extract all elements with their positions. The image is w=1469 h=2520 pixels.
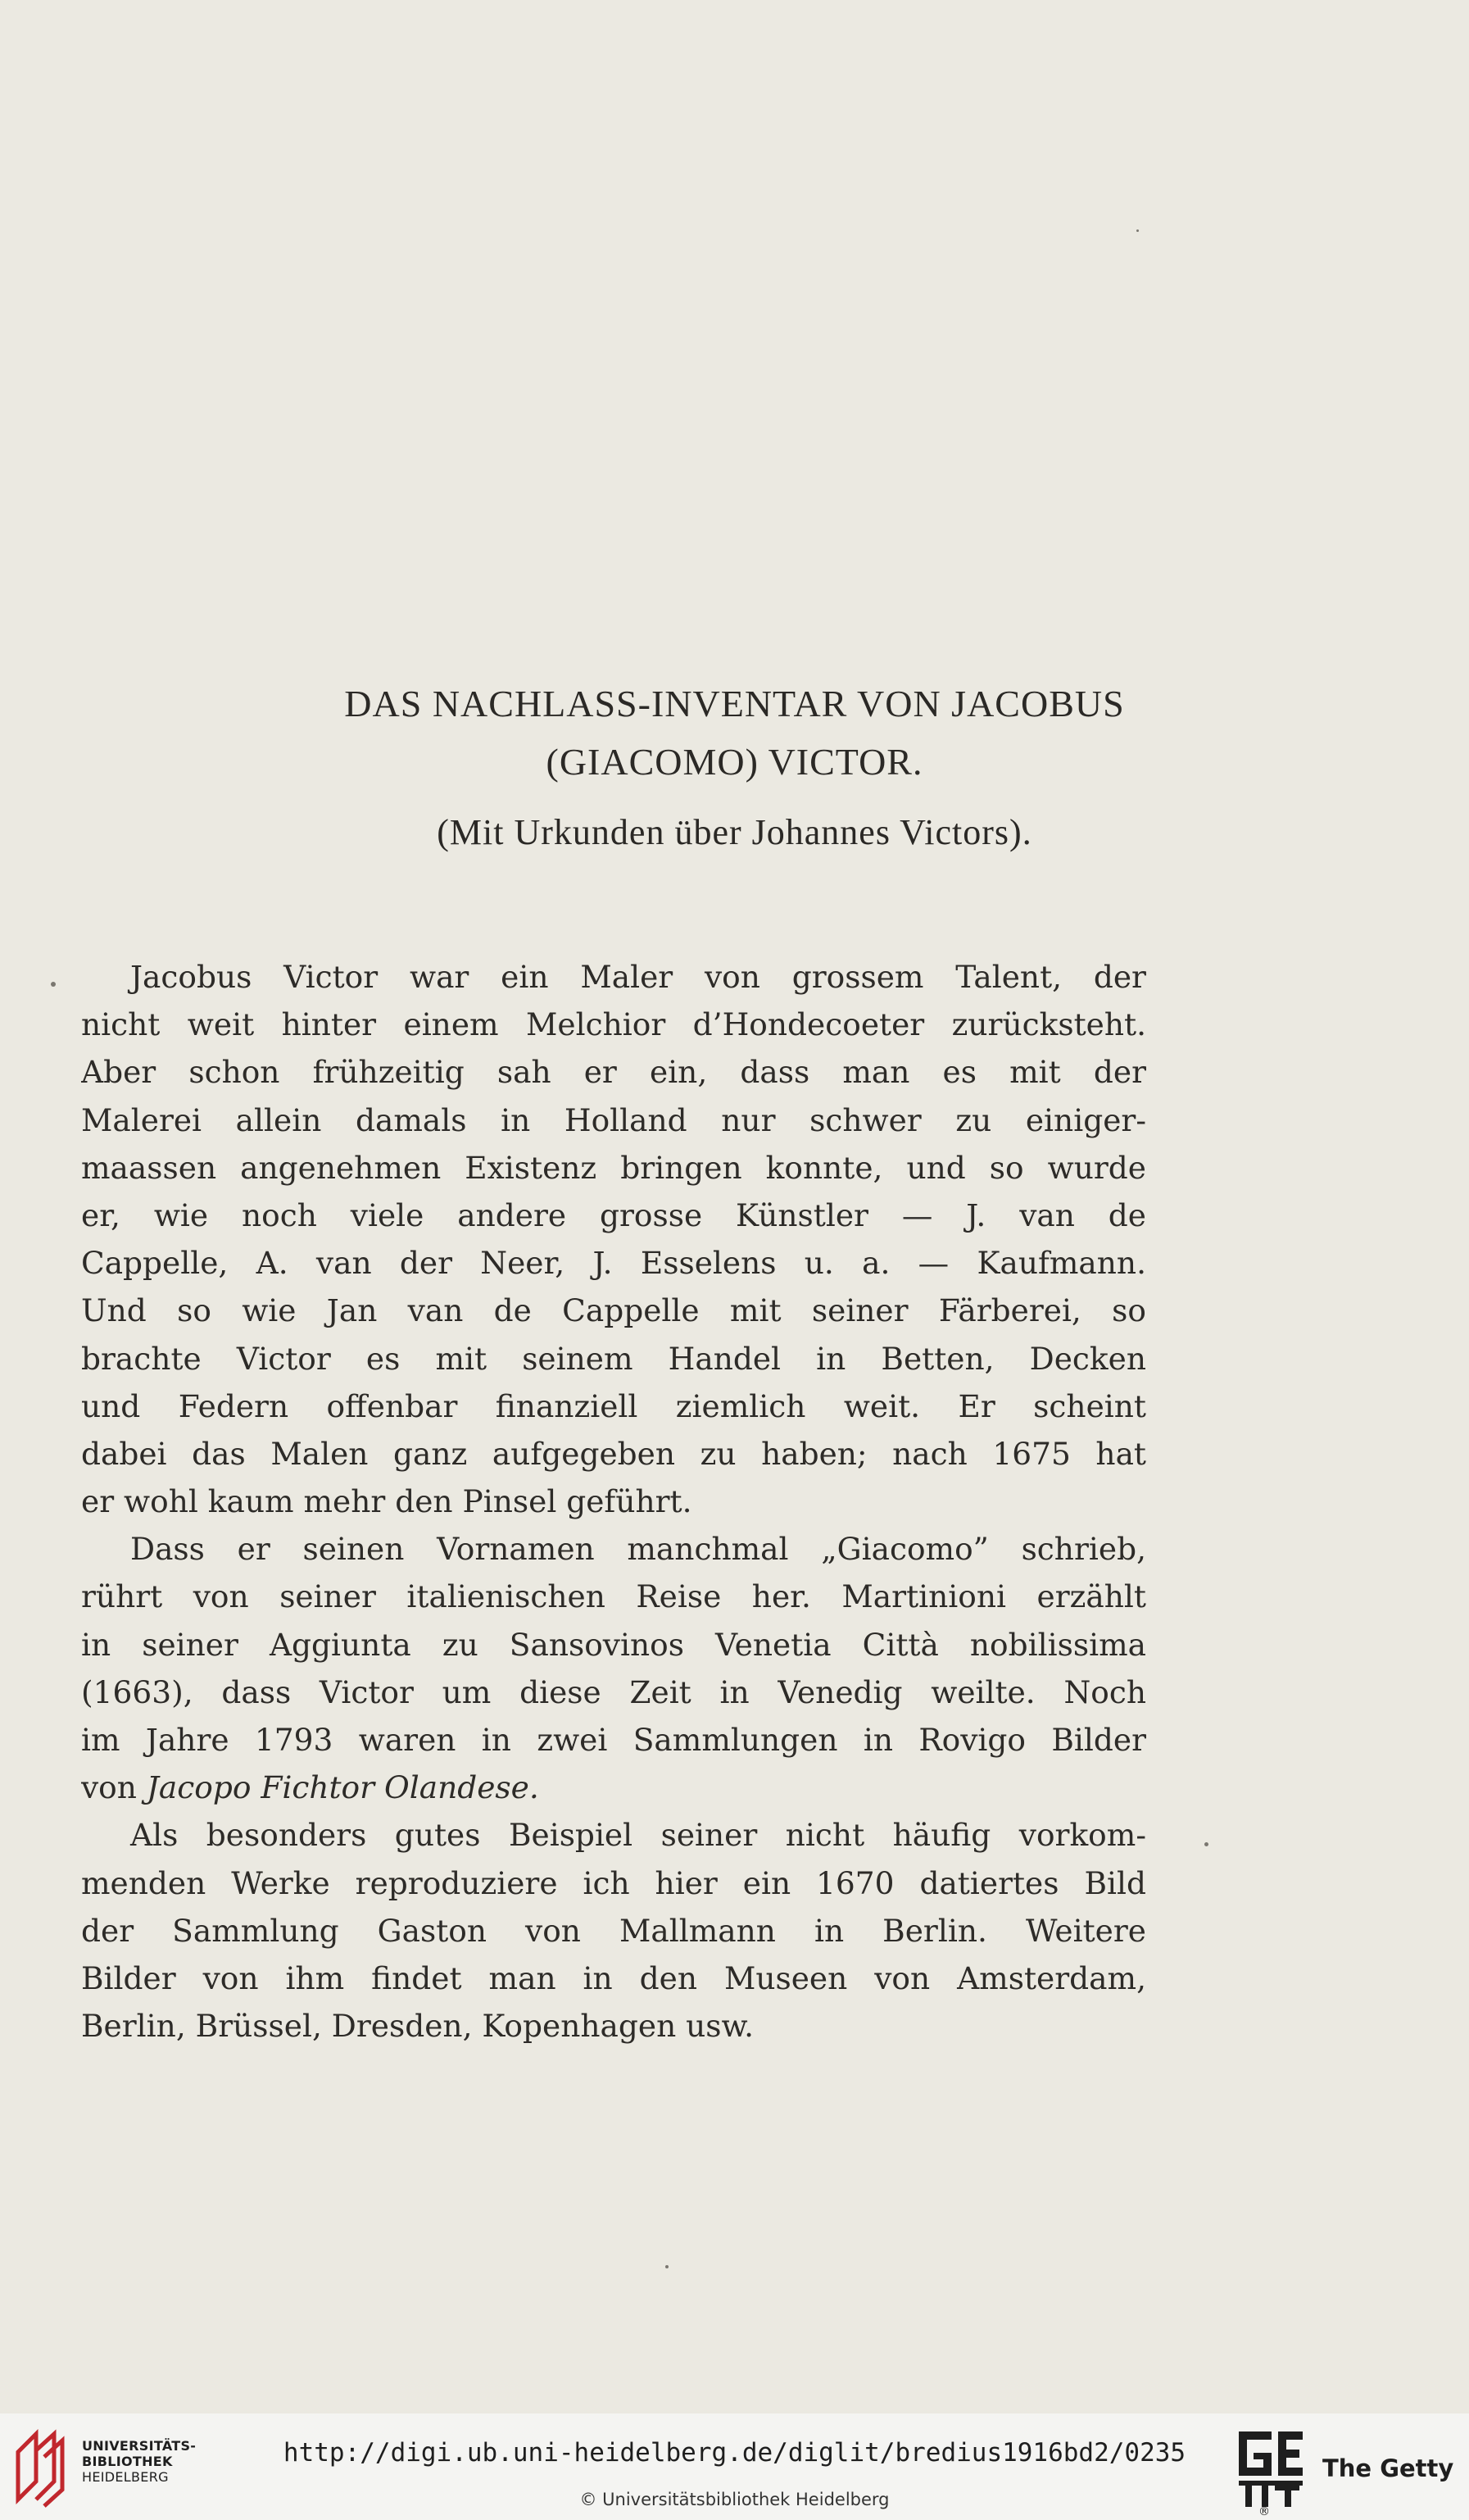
- registered-mark: ®: [1258, 2505, 1270, 2518]
- library-name-line: HEIDELBERG: [82, 2469, 169, 2485]
- text-line: maassen angenehmen Existenz bringen konnte, und so wurde: [81, 1149, 1146, 1186]
- text-line: im Jahre 1793 waren in zwei Sammlungen in Rovigo Bilder: [81, 1722, 1146, 1758]
- library-name-line: UNIVERSITÄTS-: [82, 2438, 197, 2454]
- getty-name: The Getty: [1322, 2454, 1454, 2482]
- text-line: Bilder von ihm findet man in den Museen von Amsterdam,: [81, 1959, 1146, 1996]
- text-line: und Federn offenbar finanziell ziemlich weit. Er scheint: [81, 1387, 1146, 1424]
- source-url-link[interactable]: http://digi.ub.uni-heidelberg.de/diglit/bredius1916bd2/0235: [283, 2438, 1186, 2468]
- text-line: Cappelle, A. van der Neer, J. Esselens u. a. — Kaufmann.: [81, 1245, 1146, 1282]
- body-text: [81, 953, 1146, 2050]
- copyright-notice: © Universitätsbibliothek Heidelberg: [579, 2490, 890, 2509]
- text-line: der Sammlung Gaston von Mallmann in Berlin. Weitere: [81, 1912, 1146, 1949]
- text-line: dabei das Malen ganz aufgegeben zu haben; nach 1675 hat: [81, 1435, 1146, 1472]
- document-title-line-2: (GIACOMO) VICTOR.: [546, 741, 923, 783]
- text-line: nicht weit hinter einem Melchior d’Hondecoeter zurücksteht.: [81, 1006, 1146, 1043]
- text-line-prefix: von: [81, 1769, 147, 1806]
- paper-speck: [1136, 229, 1139, 232]
- text-line: Aber schon frühzeitig sah er ein, dass man es mit der: [81, 1054, 1146, 1091]
- text-line: Als besonders gutes Beispiel seiner nicht häufig vorkom-: [130, 1817, 1146, 1854]
- text-line: Malerei allein damals in Holland nur schwer zu einiger-: [81, 1101, 1146, 1138]
- italic-citation: Jacopo Fichtor Olandese.: [146, 1769, 539, 1806]
- paper-speck: [1204, 1842, 1208, 1846]
- text-line: brachte Victor es mit seinem Handel in Betten, Decken: [81, 1340, 1146, 1377]
- text-line: Jacobus Victor war ein Maler von grossem Talent, der: [130, 959, 1146, 995]
- text-line: (1663), dass Victor um diese Zeit in Venedig weilte. Noch: [81, 1673, 1146, 1710]
- library-name-line: BIBLIOTHEK: [82, 2454, 173, 2469]
- paper-speck: [51, 982, 56, 987]
- text-line: menden Werke reproduziere ich hier ein 1670 datiertes Bild: [81, 1864, 1146, 1901]
- document-subtitle: (Mit Urkunden über Johannes Victors).: [437, 812, 1032, 852]
- text-line: in seiner Aggiunta zu Sansovinos Venetia Città nobilissima: [81, 1626, 1146, 1663]
- paper-speck: [665, 2265, 669, 2268]
- text-line: Dass er seinen Vornamen manchmal „Giacomo” schrieb,: [130, 1531, 1146, 1568]
- getty-logo-icon: [1237, 2430, 1304, 2512]
- text-line: rührt von seiner italienischen Reise her. Martinioni erzählt: [81, 1578, 1146, 1615]
- text-line: [81, 1764, 1146, 1811]
- document-title-line-1: DAS NACHLASS-INVENTAR VON JACOBUS: [344, 683, 1125, 724]
- text-line: er wohl kaum mehr den Pinsel geführt.: [81, 1483, 692, 1520]
- text-line: er, wie noch viele andere grosse Künstler — J. van de: [81, 1196, 1146, 1233]
- footer-bar: [0, 2413, 1469, 2520]
- text-line: Und so wie Jan van de Cappelle mit seiner Färberei, so: [81, 1292, 1146, 1329]
- text-line: Berlin, Brüssel, Dresden, Kopenhagen usw.: [81, 2008, 755, 2045]
